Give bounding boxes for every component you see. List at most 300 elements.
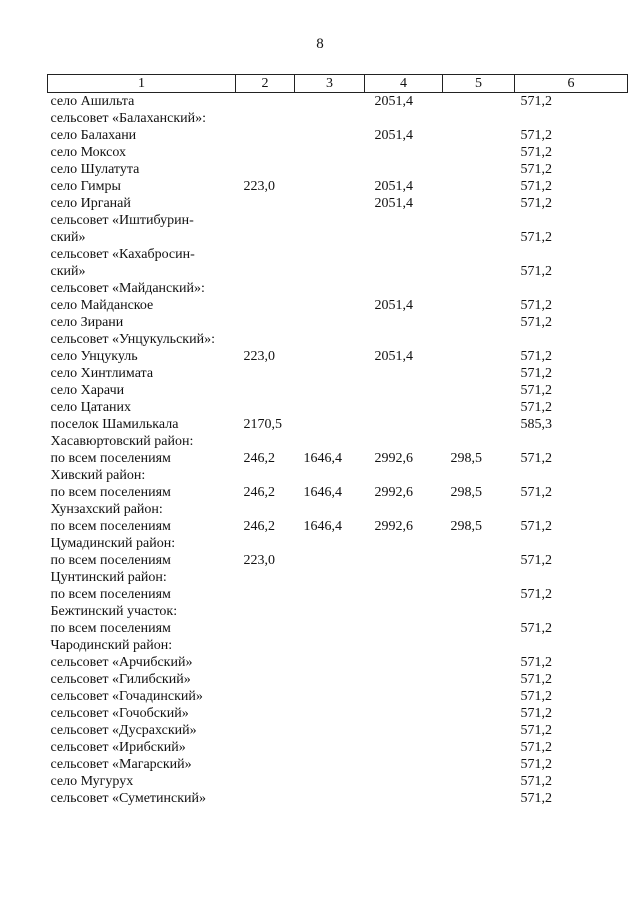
value-cell-col4: 2051,4 — [374, 179, 413, 194]
column-header-5: 5 — [443, 75, 515, 93]
settlement-name-cell: село Ирганай — [50, 196, 131, 211]
value-cell-col2 — [236, 467, 295, 484]
value-cell-col3 — [295, 127, 365, 144]
table-row — [48, 161, 628, 178]
value-cell-col3 — [295, 552, 365, 569]
value-cell-col6: 571,2 — [520, 655, 552, 670]
table-row — [48, 756, 628, 773]
value-cell-col3 — [295, 246, 365, 263]
table-row — [48, 501, 628, 518]
value-cell-col3 — [295, 178, 365, 195]
value-cell-col6 — [515, 246, 628, 263]
value-cell-col2 — [236, 161, 295, 178]
settlement-name-cell: село Унцукуль — [50, 349, 138, 364]
settlement-name-cell: сельсовет «Суметинский» — [50, 791, 207, 806]
value-cell-col3 — [295, 654, 365, 671]
value-cell-col2 — [236, 603, 295, 620]
column-header-3: 3 — [295, 75, 365, 93]
value-cell-col5 — [443, 127, 515, 144]
value-cell-col5 — [443, 739, 515, 756]
value-cell-col4 — [365, 654, 443, 671]
settlement-name-cell: сельсовет «Ирибский» — [50, 740, 186, 755]
value-cell-col5 — [443, 654, 515, 671]
value-cell-col6: 571,2 — [520, 672, 552, 687]
value-cell-col2 — [236, 569, 295, 586]
value-cell-col5 — [443, 246, 515, 263]
value-cell-col2 — [236, 790, 295, 807]
value-cell-col2 — [236, 501, 295, 518]
value-cell-col3 — [295, 501, 365, 518]
value-cell-col6: 571,2 — [520, 230, 552, 245]
value-cell-col4 — [365, 603, 443, 620]
settlement-name-cell: Цунтинский район: — [50, 570, 167, 585]
value-cell-col6 — [515, 535, 628, 552]
value-cell-col2 — [236, 739, 295, 756]
value-cell-col2 — [236, 127, 295, 144]
value-cell-col6 — [515, 637, 628, 654]
table-row — [48, 739, 628, 756]
settlement-name-cell: сельсовет «Кахабросин- — [50, 247, 195, 262]
value-cell-col4 — [365, 467, 443, 484]
value-cell-col6: 571,2 — [520, 196, 552, 211]
table-row — [48, 671, 628, 688]
value-cell-col3 — [295, 705, 365, 722]
value-cell-col5 — [443, 620, 515, 637]
settlement-name-cell: Хунзахский район: — [50, 502, 163, 517]
table-row — [48, 399, 628, 416]
settlement-name-cell: сельсовет «Майданский»: — [50, 281, 205, 296]
value-cell-col6: 571,2 — [520, 179, 552, 194]
value-cell-col2 — [236, 331, 295, 348]
value-cell-col6: 571,2 — [520, 128, 552, 143]
table-row — [48, 195, 628, 212]
value-cell-col3 — [295, 739, 365, 756]
value-cell-col6: 571,2 — [520, 366, 552, 381]
settlement-name-cell: село Харачи — [50, 383, 125, 398]
value-cell-col6 — [515, 110, 628, 127]
table-row — [48, 722, 628, 739]
settlement-name-cell: по всем поселениям — [50, 553, 171, 568]
value-cell-col5 — [443, 416, 515, 433]
value-cell-col2 — [236, 756, 295, 773]
column-header-4: 4 — [365, 75, 443, 93]
value-cell-col5 — [443, 722, 515, 739]
settlement-name-cell: по всем поселениям — [50, 621, 171, 636]
table-row — [48, 620, 628, 637]
table-row — [48, 637, 628, 654]
settlement-name-cell: село Моксох — [50, 145, 127, 160]
value-cell-col4: 2051,4 — [374, 196, 413, 211]
settlement-name-cell: сельсовет «Унцукульский»: — [50, 332, 215, 347]
value-cell-col2 — [236, 586, 295, 603]
value-cell-col2 — [236, 535, 295, 552]
table-row — [48, 433, 628, 450]
value-cell-col5 — [443, 637, 515, 654]
value-cell-col4 — [365, 671, 443, 688]
value-cell-col3: 1646,4 — [303, 451, 342, 466]
value-cell-col5 — [443, 552, 515, 569]
value-cell-col6: 571,2 — [520, 621, 552, 636]
value-cell-col3 — [295, 773, 365, 790]
table-row — [48, 773, 628, 790]
value-cell-col4: 2051,4 — [374, 298, 413, 313]
value-cell-col2 — [236, 722, 295, 739]
table-row — [48, 688, 628, 705]
value-cell-col4: 2051,4 — [374, 349, 413, 364]
value-cell-col3 — [295, 586, 365, 603]
value-cell-col6 — [515, 603, 628, 620]
value-cell-col6: 571,2 — [520, 451, 552, 466]
table-row — [48, 603, 628, 620]
value-cell-col6: 571,2 — [520, 791, 552, 806]
table-row — [48, 535, 628, 552]
value-cell-col4 — [365, 535, 443, 552]
value-cell-col2 — [236, 280, 295, 297]
value-cell-col2 — [236, 382, 295, 399]
value-cell-col3 — [295, 263, 365, 280]
value-cell-col5 — [443, 501, 515, 518]
settlement-name-cell: ский» — [50, 230, 86, 245]
value-cell-col5 — [443, 161, 515, 178]
value-cell-col2 — [236, 671, 295, 688]
value-cell-col6 — [515, 212, 628, 229]
value-cell-col6 — [515, 467, 628, 484]
table-row — [48, 229, 628, 246]
value-cell-col5 — [443, 365, 515, 382]
value-cell-col6: 571,2 — [520, 383, 552, 398]
table-row — [48, 127, 628, 144]
value-cell-col4 — [365, 569, 443, 586]
settlement-name-cell: по всем поселениям — [50, 519, 171, 534]
value-cell-col6: 585,3 — [520, 417, 552, 432]
settlement-name-cell: Цумадинский район: — [50, 536, 176, 551]
table-row — [48, 297, 628, 314]
settlement-name-cell: сельсовет «Магарский» — [50, 757, 192, 772]
value-cell-col6: 571,2 — [520, 706, 552, 721]
value-cell-col5 — [443, 195, 515, 212]
settlement-name-cell: сельсовет «Балаханский»: — [50, 111, 207, 126]
value-cell-col4 — [365, 552, 443, 569]
value-cell-col5: 298,5 — [450, 485, 482, 500]
value-cell-col3 — [295, 620, 365, 637]
table-row — [48, 705, 628, 722]
value-cell-col6 — [515, 501, 628, 518]
value-cell-col5 — [443, 229, 515, 246]
value-cell-col2 — [236, 110, 295, 127]
value-cell-col2 — [236, 212, 295, 229]
value-cell-col6: 571,2 — [520, 553, 552, 568]
settlement-name-cell: сельсовет «Гочобский» — [50, 706, 189, 721]
value-cell-col6: 571,2 — [520, 689, 552, 704]
value-cell-col5 — [443, 467, 515, 484]
header-row — [48, 75, 628, 93]
value-cell-col2 — [236, 93, 295, 111]
value-cell-col4 — [365, 229, 443, 246]
value-cell-col3 — [295, 535, 365, 552]
value-cell-col3 — [295, 314, 365, 331]
value-cell-col2 — [236, 399, 295, 416]
value-cell-col4 — [365, 637, 443, 654]
value-cell-col4 — [365, 399, 443, 416]
value-cell-col4 — [365, 773, 443, 790]
table-row — [48, 467, 628, 484]
value-cell-col2: 246,2 — [243, 485, 275, 500]
value-cell-col5 — [443, 178, 515, 195]
table-row — [48, 348, 628, 365]
value-cell-col4 — [365, 382, 443, 399]
table-row — [48, 416, 628, 433]
settlement-name-cell: село Мугурух — [50, 774, 134, 789]
table-body — [48, 93, 628, 808]
value-cell-col4 — [365, 756, 443, 773]
value-cell-col4: 2992,6 — [374, 451, 413, 466]
value-cell-col3 — [295, 671, 365, 688]
settlement-name-cell: село Майданское — [50, 298, 154, 313]
value-cell-col4 — [365, 790, 443, 807]
value-cell-col2 — [236, 314, 295, 331]
settlement-name-cell: Хивский район: — [50, 468, 146, 483]
settlement-name-cell: сельсовет «Гилибский» — [50, 672, 191, 687]
table-row — [48, 484, 628, 501]
value-cell-col4 — [365, 212, 443, 229]
table-row — [48, 93, 628, 111]
value-cell-col5 — [443, 348, 515, 365]
value-cell-col3: 1646,4 — [303, 485, 342, 500]
settlement-name-cell: село Цатаних — [50, 400, 132, 415]
value-cell-col5 — [443, 382, 515, 399]
value-cell-col4 — [365, 314, 443, 331]
table-row — [48, 314, 628, 331]
value-cell-col5 — [443, 144, 515, 161]
value-cell-col3 — [295, 790, 365, 807]
table-row — [48, 110, 628, 127]
value-cell-col2 — [236, 620, 295, 637]
value-cell-col5 — [443, 297, 515, 314]
value-cell-col4 — [365, 365, 443, 382]
value-cell-col4: 2992,6 — [374, 519, 413, 534]
value-cell-col5 — [443, 535, 515, 552]
value-cell-col2: 2170,5 — [243, 417, 282, 432]
value-cell-col5 — [443, 790, 515, 807]
value-cell-col6: 571,2 — [520, 519, 552, 534]
settlement-name-cell: село Шулатута — [50, 162, 140, 177]
value-cell-col6 — [515, 433, 628, 450]
value-cell-col5 — [443, 569, 515, 586]
value-cell-col2: 223,0 — [243, 179, 275, 194]
table-row — [48, 178, 628, 195]
value-cell-col5: 298,5 — [450, 519, 482, 534]
data-table — [47, 74, 628, 807]
settlement-name-cell: ский» — [50, 264, 86, 279]
value-cell-col3 — [295, 331, 365, 348]
value-cell-col5 — [443, 212, 515, 229]
value-cell-col3 — [295, 280, 365, 297]
value-cell-col3 — [295, 722, 365, 739]
settlement-name-cell: по всем поселениям — [50, 485, 171, 500]
table-header — [48, 75, 628, 93]
settlement-name-cell: село Балахани — [50, 128, 137, 143]
value-cell-col2 — [236, 433, 295, 450]
value-cell-col4: 2051,4 — [374, 94, 413, 109]
table-row — [48, 569, 628, 586]
value-cell-col2: 246,2 — [243, 451, 275, 466]
value-cell-col3 — [295, 467, 365, 484]
table-row — [48, 382, 628, 399]
table-row — [48, 586, 628, 603]
table-row — [48, 450, 628, 467]
value-cell-col5 — [443, 314, 515, 331]
value-cell-col4 — [365, 688, 443, 705]
value-cell-col5 — [443, 773, 515, 790]
value-cell-col2 — [236, 773, 295, 790]
value-cell-col5 — [443, 93, 515, 111]
table-row — [48, 263, 628, 280]
settlement-name-cell: сельсовет «Дусрахский» — [50, 723, 197, 738]
value-cell-col6 — [515, 331, 628, 348]
value-cell-col3 — [295, 348, 365, 365]
value-cell-col4 — [365, 739, 443, 756]
page-number: 8 — [316, 36, 324, 52]
settlement-name-cell: Чародинский район: — [50, 638, 173, 653]
value-cell-col2 — [236, 365, 295, 382]
value-cell-col5 — [443, 433, 515, 450]
value-cell-col3 — [295, 399, 365, 416]
table-row — [48, 144, 628, 161]
settlement-name-cell: сельсовет «Арчибский» — [50, 655, 193, 670]
value-cell-col6: 571,2 — [520, 94, 552, 109]
settlement-name-cell: село Ашильта — [50, 94, 135, 109]
value-cell-col2 — [236, 654, 295, 671]
value-cell-col3 — [295, 637, 365, 654]
table-row — [48, 331, 628, 348]
value-cell-col3 — [295, 756, 365, 773]
column-header-1: 1 — [48, 75, 236, 93]
value-cell-col3 — [295, 144, 365, 161]
value-cell-col4 — [365, 161, 443, 178]
value-cell-col5 — [443, 331, 515, 348]
value-cell-col5 — [443, 603, 515, 620]
value-cell-col3 — [295, 297, 365, 314]
value-cell-col2 — [236, 297, 295, 314]
settlement-name-cell: сельсовет «Иштибурин- — [50, 213, 194, 228]
value-cell-col4: 2051,4 — [374, 128, 413, 143]
value-cell-col4 — [365, 586, 443, 603]
value-cell-col3 — [295, 93, 365, 111]
value-cell-col2 — [236, 688, 295, 705]
value-cell-col3 — [295, 569, 365, 586]
value-cell-col6: 571,2 — [520, 757, 552, 772]
table-row — [48, 654, 628, 671]
table-row — [48, 365, 628, 382]
value-cell-col5 — [443, 586, 515, 603]
table-row — [48, 212, 628, 229]
value-cell-col3 — [295, 433, 365, 450]
value-cell-col4 — [365, 144, 443, 161]
value-cell-col6 — [515, 280, 628, 297]
value-cell-col4: 2992,6 — [374, 485, 413, 500]
value-cell-col3 — [295, 161, 365, 178]
table-row — [48, 280, 628, 297]
value-cell-col5 — [443, 756, 515, 773]
value-cell-col4 — [365, 705, 443, 722]
column-header-2: 2 — [236, 75, 295, 93]
value-cell-col2: 246,2 — [243, 519, 275, 534]
value-cell-col6: 571,2 — [520, 298, 552, 313]
value-cell-col3 — [295, 195, 365, 212]
value-cell-col6: 571,2 — [520, 162, 552, 177]
value-cell-col4 — [365, 246, 443, 263]
settlement-name-cell: по всем поселениям — [50, 587, 171, 602]
value-cell-col6: 571,2 — [520, 723, 552, 738]
value-cell-col6: 571,2 — [520, 587, 552, 602]
value-cell-col5: 298,5 — [450, 451, 482, 466]
value-cell-col6: 571,2 — [520, 315, 552, 330]
value-cell-col3 — [295, 603, 365, 620]
value-cell-col4 — [365, 416, 443, 433]
value-cell-col3 — [295, 382, 365, 399]
value-cell-col2: 223,0 — [243, 553, 275, 568]
table-row — [48, 246, 628, 263]
value-cell-col6: 571,2 — [520, 145, 552, 160]
settlement-name-cell: по всем поселениям — [50, 451, 171, 466]
value-cell-col4 — [365, 280, 443, 297]
settlement-name-cell: сельсовет «Гочадинский» — [50, 689, 203, 704]
value-cell-col2 — [236, 705, 295, 722]
value-cell-col6: 571,2 — [520, 400, 552, 415]
value-cell-col4 — [365, 620, 443, 637]
value-cell-col5 — [443, 263, 515, 280]
value-cell-col4 — [365, 722, 443, 739]
value-cell-col3 — [295, 365, 365, 382]
value-cell-col3 — [295, 212, 365, 229]
settlement-name-cell: село Зирани — [50, 315, 124, 330]
value-cell-col3 — [295, 688, 365, 705]
value-cell-col2 — [236, 637, 295, 654]
value-cell-col2: 223,0 — [243, 349, 275, 364]
value-cell-col3: 1646,4 — [303, 519, 342, 534]
column-header-6: 6 — [515, 75, 628, 93]
settlement-name-cell: село Гимры — [50, 179, 121, 194]
settlement-name-cell: село Хинтлимата — [50, 366, 154, 381]
value-cell-col3 — [295, 229, 365, 246]
value-cell-col6: 571,2 — [520, 740, 552, 755]
value-cell-col2 — [236, 229, 295, 246]
value-cell-col4 — [365, 433, 443, 450]
value-cell-col4 — [365, 263, 443, 280]
settlement-name-cell: Хасавюртовский район: — [50, 434, 194, 449]
settlement-name-cell: Бежтинский участок: — [50, 604, 178, 619]
settlement-name-cell: поселок Шамилькала — [50, 417, 179, 432]
value-cell-col5 — [443, 280, 515, 297]
value-cell-col2 — [236, 144, 295, 161]
value-cell-col3 — [295, 416, 365, 433]
table-row — [48, 790, 628, 807]
value-cell-col4 — [365, 501, 443, 518]
value-cell-col5 — [443, 110, 515, 127]
value-cell-col4 — [365, 331, 443, 348]
table-row — [48, 518, 628, 535]
value-cell-col6: 571,2 — [520, 774, 552, 789]
value-cell-col2 — [236, 195, 295, 212]
value-cell-col3 — [295, 110, 365, 127]
value-cell-col6: 571,2 — [520, 485, 552, 500]
value-cell-col2 — [236, 263, 295, 280]
value-cell-col6: 571,2 — [520, 264, 552, 279]
value-cell-col4 — [365, 110, 443, 127]
value-cell-col6 — [515, 569, 628, 586]
value-cell-col2 — [236, 246, 295, 263]
value-cell-col5 — [443, 671, 515, 688]
